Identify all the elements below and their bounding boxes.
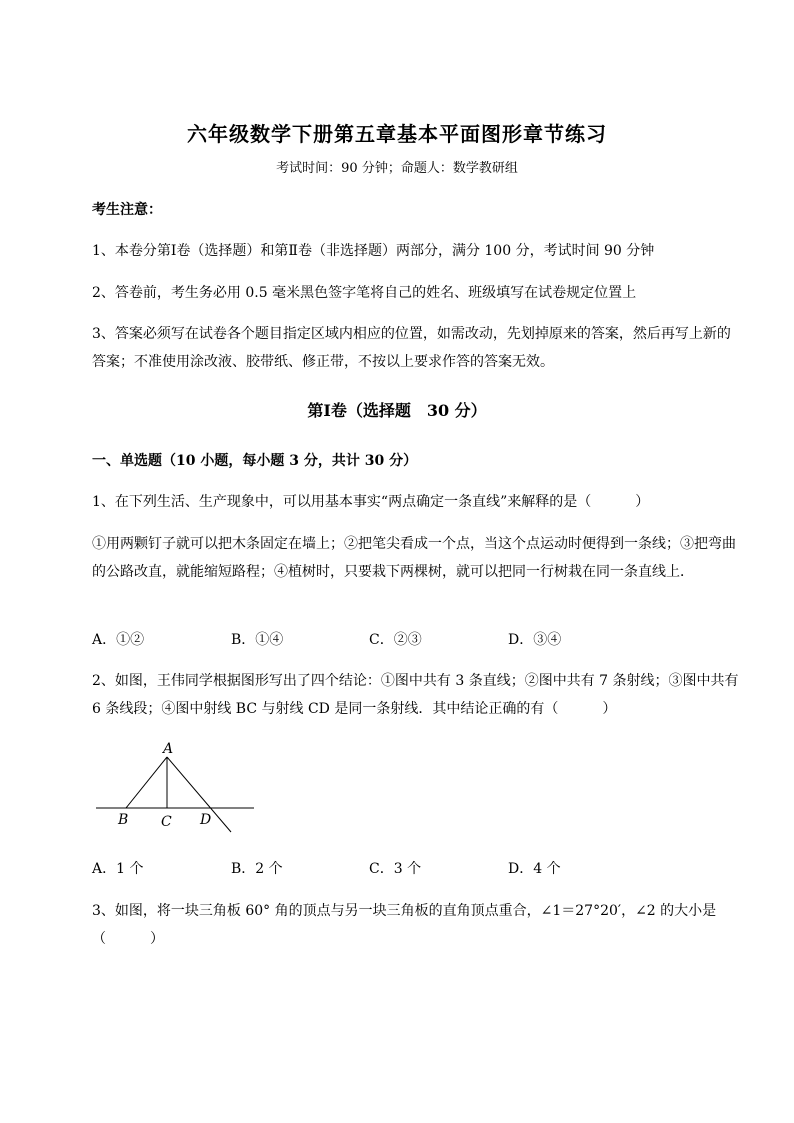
notice-item-3: 3、答案必须写在试卷各个题目指定区域内相应的位置，如需改动，先划掉原来的答案，然后再写上新的答案；不准使用涂改液、胶带纸、修正带，不按以上要求作答的答案无效。 bbox=[92, 326, 731, 370]
question-2-options bbox=[92, 858, 742, 880]
question-1-stem-text: 1、在下列生活、生产现象中，可以用基本事实“两点确定一条直线”来解释的是（ bbox=[92, 494, 592, 510]
figure-ray-ad bbox=[167, 757, 231, 832]
question-1-stem-end: ） bbox=[635, 494, 650, 510]
figure-label-c: C bbox=[161, 814, 172, 830]
question-3-stem bbox=[92, 897, 742, 953]
question-1-stem bbox=[92, 488, 742, 516]
question-2-option-c[interactable]: C．3 个 bbox=[369, 861, 422, 877]
question-3-stem-open: （ bbox=[92, 931, 106, 947]
notice-heading: 考生注意： bbox=[92, 202, 162, 218]
question-1-option-a[interactable]: A．①② bbox=[92, 632, 145, 648]
notice-item-1: 1、本卷分第Ⅰ卷（选择题）和第Ⅱ卷（非选择题）两部分，满分 100 分，考试时间 90 分钟 bbox=[92, 243, 655, 259]
figure-segment-ab bbox=[126, 757, 167, 808]
question-2-stem-end: ） bbox=[602, 701, 617, 717]
question-3-stem-text: 3、如图，将一块三角板 60° 角的顶点与另一块三角板的直角顶点重合，∠1＝27°20′，∠2 的大小是 bbox=[92, 903, 717, 919]
question-2-option-d[interactable]: D．4 个 bbox=[508, 861, 561, 877]
section-title: 第Ⅰ卷（选择题 30 分） bbox=[307, 401, 487, 420]
question-2-option-a[interactable]: A．1 个 bbox=[92, 861, 144, 877]
question-2-stem bbox=[92, 667, 742, 723]
part-title: 一、单选题（10 小题，每小题 3 分，共计 30 分） bbox=[92, 453, 418, 469]
question-3-stem-end: ） bbox=[150, 931, 164, 947]
page-title: 六年级数学下册第五章基本平面图形章节练习 bbox=[187, 122, 607, 146]
question-2-figure bbox=[90, 738, 270, 838]
figure-label-a: A bbox=[163, 741, 174, 757]
question-1-option-b[interactable]: B．①④ bbox=[231, 632, 284, 648]
question-1-option-c[interactable]: C．②③ bbox=[369, 632, 422, 648]
figure-label-b: B bbox=[118, 812, 129, 828]
notice-item-2: 2、答卷前，考生务必用 0.5 毫米黑色签字笔将自己的姓名、班级填写在试卷规定位置上 bbox=[92, 285, 637, 301]
question-2-stem-text: 2、如图，王伟同学根据图形写出了四个结论：①图中共有 3 条直线；②图中共有 7 条射线；③图中共有 6 条线段；④图中射线 BC 与射线 CD 是同一条射线．其中结论正确的有（ bbox=[92, 673, 739, 717]
question-1-options bbox=[92, 629, 742, 651]
question-1-body: ①用两颗钉子就可以把木条固定在墙上；②把笔尖看成一个点，当这个点运动时便得到一条线；③把弯曲的公路改直，就能缩短路程；④植树时，只要栽下两棵树，就可以把同一行树栽在同一条直线上． bbox=[92, 536, 736, 580]
question-1-option-d[interactable]: D．③④ bbox=[508, 632, 562, 648]
question-2-option-b[interactable]: B．2 个 bbox=[231, 861, 283, 877]
figure-label-d: D bbox=[200, 812, 212, 828]
page-subtitle: 考试时间：90 分钟；命题人：数学教研组 bbox=[276, 161, 518, 176]
